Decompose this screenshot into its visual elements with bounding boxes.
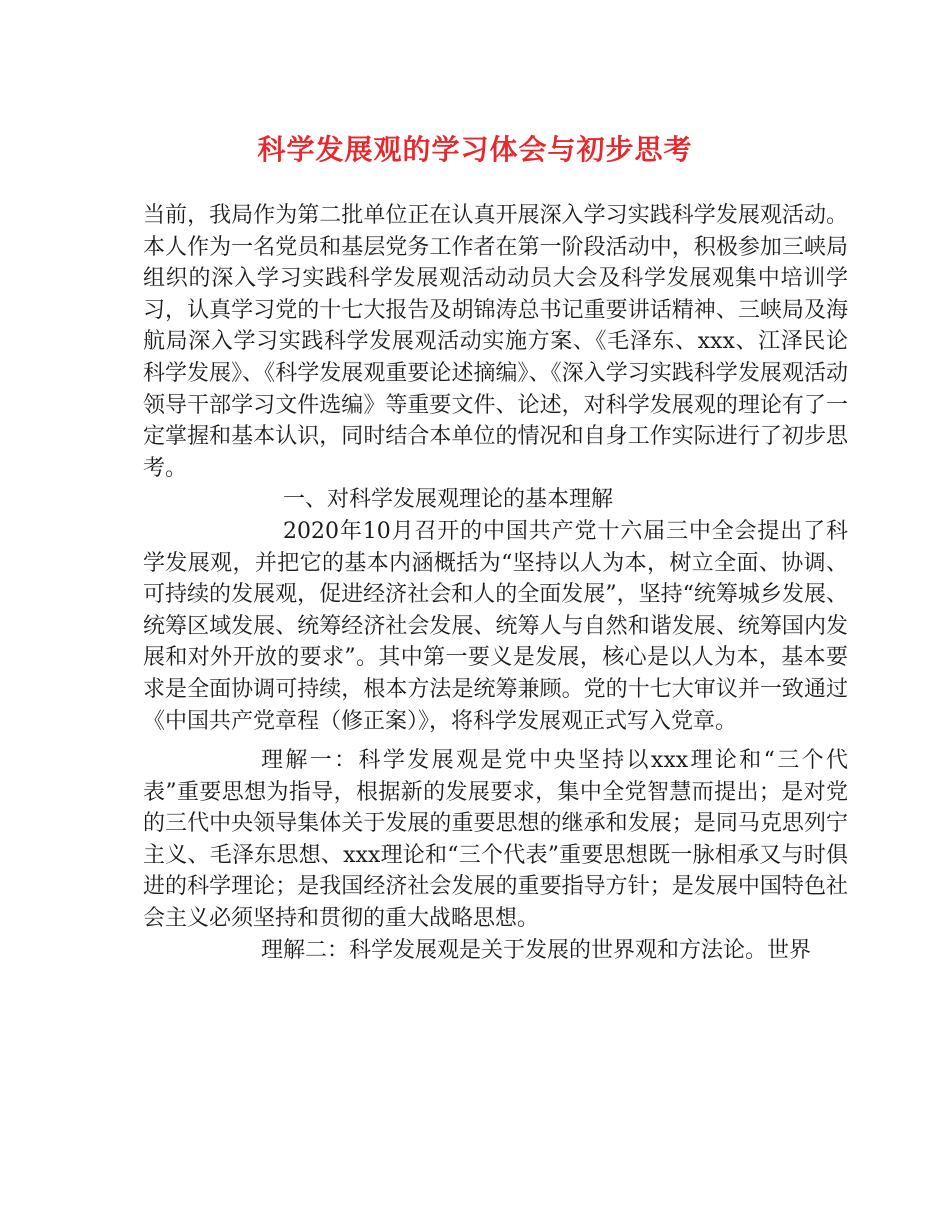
paragraph-intro: 当前，我局作为第二批单位正在认真开展深入学习实践科学发展观活动。本人作为一名党员和基层党务工作者在第一阶段活动中，积极参加三峡局组织的深入学习实践科学发展观活动动员大会及科学发展观集中培训学习，认真学习党的十七大报告及胡锦涛总书记重要讲话精神、三峡局及海航局深入学习实践科学发展观活动实施方案、《毛泽东、xxx、江泽民论科学发展》、《科学发展观重要论述摘编》、《深入学习实践科学发展观活动领导干部学习文件选编》等重要文件、论述，对科学发展观的理论有了一定掌握和基本认识，同时结合本单位的情况和自身工作实际进行了初步思考。 xyxy=(143,203,848,481)
paragraph-understanding-1: 理解一：科学发展观是党中央坚持以xxx理论和“三个代表”重要思想为指导，根据新的发展要求，集中全党智慧而提出；是对党的三代中央领导集体关于发展的重要思想的继承和发展；是同马克思列宁主义、毛泽东思想、xxx理论和“三个代表”重要思想既一脉相承又与时俱进的科学理论；是我国经济社会发展的重要指导方针；是发展中国特色社会主义必须坚持和贯彻的重大战略思想。 xyxy=(143,748,848,932)
paragraph-section-1: 2020年10月召开的中国共产党十六届三中全会提出了科学发展观，并把它的基本内涵概括为“坚持以人为本，树立全面、协调、可持续的发展观，促进经济社会和人的全面发展”，坚持“统筹城乡发展、统筹区域发展、统筹经济社会发展、统筹人与自然和谐发展、统筹国内发展和对外开放的要求”。其中第一要义是发展，核心是以人为本，基本要求是全面协调可持续，根本方法是统筹兼顾。党的十七大审议并一致通过《中国共产党章程（修正案）》，将科学发展观正式写入党章。 xyxy=(143,518,848,734)
paragraph-understanding-2: 理解二：科学发展观是关于发展的世界观和方法论。世界 xyxy=(261,937,812,963)
document-body xyxy=(143,200,848,966)
document-title: 科学发展观的学习体会与初步思考 xyxy=(257,133,693,166)
section-heading: 一、对科学发展观理论的基本理解 xyxy=(283,487,614,513)
